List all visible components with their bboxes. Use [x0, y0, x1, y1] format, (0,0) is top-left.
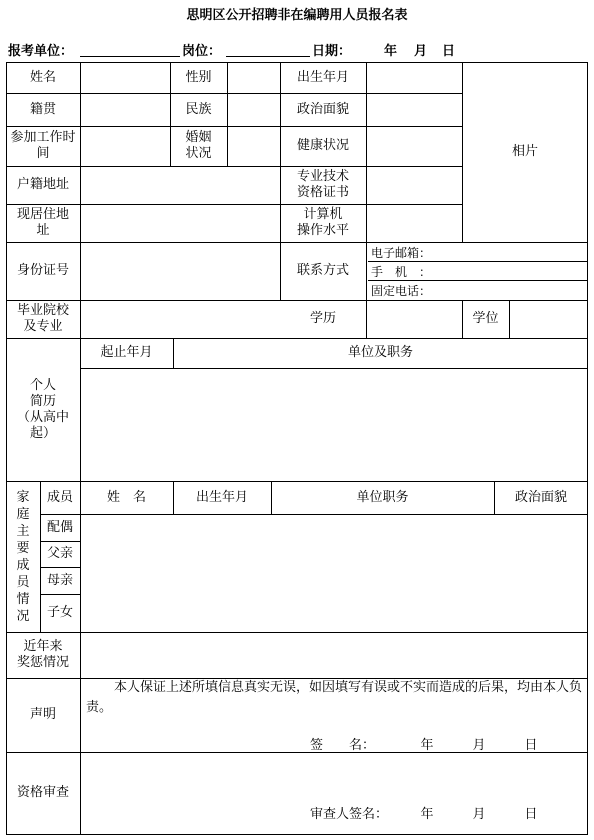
- family-political-header: 政治面貌: [514, 489, 567, 505]
- apply-unit-label: 报考单位：: [8, 44, 74, 59]
- education-label: 学历: [309, 311, 336, 326]
- work-start-line2: 间: [36, 146, 50, 161]
- resume-label: [6, 338, 80, 481]
- gender-input[interactable]: [227, 62, 280, 93]
- relation-mother: 母亲: [46, 572, 73, 588]
- id-number-label: 身份证号: [16, 263, 69, 278]
- review-label: 资格审查: [16, 785, 69, 800]
- school-line1: 毕业院校: [16, 303, 69, 318]
- resume-label-line3: （从高中: [16, 409, 69, 425]
- marriage-label: [170, 126, 227, 166]
- gender-label: 性别: [185, 69, 212, 85]
- cert-input[interactable]: [366, 166, 462, 204]
- relation-children: 子女: [46, 605, 73, 620]
- resume-input[interactable]: [80, 368, 588, 481]
- family-input[interactable]: [80, 514, 588, 632]
- mobile-label: 手 机 ：: [371, 265, 432, 279]
- family-birth-header: 出生年月: [195, 489, 248, 505]
- date-year: 年: [384, 44, 398, 59]
- resume-period-header: 起止年月: [100, 345, 153, 360]
- relation-father: 父亲: [46, 546, 73, 561]
- review-signature[interactable]: 审查人签名： 年 月 日: [310, 807, 538, 822]
- marriage-line2: 状况: [185, 146, 212, 161]
- awards-label: [6, 632, 80, 678]
- health-label: 健康状况: [296, 138, 349, 153]
- birth-label: 出生年月: [296, 69, 349, 85]
- work-start-label: [6, 126, 80, 166]
- resume-label-line1: 个人: [29, 377, 56, 393]
- political-label: 政治面貌: [296, 101, 349, 117]
- cert-line2: 资格证书: [296, 185, 349, 200]
- declaration-signature[interactable]: 签 名： 年 月 日: [310, 738, 538, 753]
- photo-box[interactable]: 相片: [511, 144, 538, 159]
- resume-label-line4: 起）: [29, 425, 56, 441]
- native-input[interactable]: [80, 93, 170, 126]
- date-day: 日: [442, 44, 456, 59]
- cert-label: [280, 166, 366, 204]
- hukou-label: 户籍地址: [16, 177, 69, 192]
- address-input[interactable]: [80, 204, 280, 242]
- family-char-1: 家: [16, 489, 30, 505]
- ethnic-label: 民族: [185, 101, 212, 117]
- resume-unit-header: 单位及职务: [347, 345, 413, 360]
- address-line1: 现居住地: [16, 207, 69, 222]
- post-label: 岗位：: [182, 44, 222, 59]
- contact-label: 联系方式: [296, 263, 349, 278]
- family-char-5: 成: [16, 557, 30, 573]
- marriage-line1: 婚姻: [185, 130, 212, 145]
- family-char-8: 况: [16, 608, 30, 624]
- health-input[interactable]: [366, 126, 462, 166]
- family-char-3: 主: [16, 523, 30, 539]
- address-label: [6, 204, 80, 242]
- work-start-input[interactable]: [80, 126, 170, 166]
- awards-line2: 奖惩情况: [16, 655, 69, 670]
- degree-input[interactable]: [509, 300, 588, 338]
- birth-input[interactable]: [366, 62, 462, 93]
- computer-input[interactable]: [366, 204, 462, 242]
- computer-line1: 计算机: [303, 207, 343, 222]
- family-char-2: 庭: [16, 506, 30, 522]
- declaration-text: 本人保证上述所填信息真实无误，如因填写有误或不实而造成的后果，均由本人负责。: [86, 680, 583, 715]
- hukou-input[interactable]: [80, 166, 280, 204]
- family-char-7: 情: [16, 591, 30, 607]
- awards-input[interactable]: [80, 632, 588, 678]
- form-title: 思明区公开招聘非在编聘用人员报名表: [186, 8, 408, 23]
- date-label: 日期：: [312, 44, 352, 59]
- school-line2: 及专业: [23, 319, 63, 334]
- email-label: 电子邮箱：: [371, 246, 432, 260]
- name-label: 姓名: [29, 69, 56, 85]
- family-char-4: 要: [16, 540, 30, 556]
- family-member-header: 成员: [46, 489, 73, 505]
- degree-label: 学位: [472, 311, 499, 326]
- awards-line1: 近年来: [23, 639, 63, 654]
- computer-label: [280, 204, 366, 242]
- date-month: 月: [414, 44, 428, 59]
- address-line2: 址: [36, 223, 50, 238]
- marriage-input[interactable]: [227, 126, 280, 166]
- school-label: [6, 300, 80, 338]
- name-input[interactable]: [80, 62, 170, 93]
- relation-spouse: 配偶: [46, 519, 73, 535]
- declaration-label: 声明: [29, 707, 56, 722]
- family-unit-header: 单位职务: [356, 489, 409, 505]
- resume-label-line2: 简历: [29, 393, 56, 409]
- school-input[interactable]: [80, 300, 280, 338]
- family-label: [6, 481, 40, 632]
- phone-label: 固定电话：: [371, 284, 432, 298]
- id-number-input[interactable]: [80, 242, 280, 300]
- ethnic-input[interactable]: [227, 93, 280, 126]
- native-label: 籍贯: [29, 101, 56, 117]
- family-char-6: 员: [16, 574, 30, 590]
- cert-line1: 专业技术: [296, 169, 349, 184]
- political-input[interactable]: [366, 93, 462, 126]
- computer-line2: 操作水平: [296, 223, 349, 238]
- education-input[interactable]: [366, 300, 462, 338]
- work-start-line1: 参加工作时: [10, 130, 76, 145]
- family-name-header: 姓 名: [106, 489, 146, 505]
